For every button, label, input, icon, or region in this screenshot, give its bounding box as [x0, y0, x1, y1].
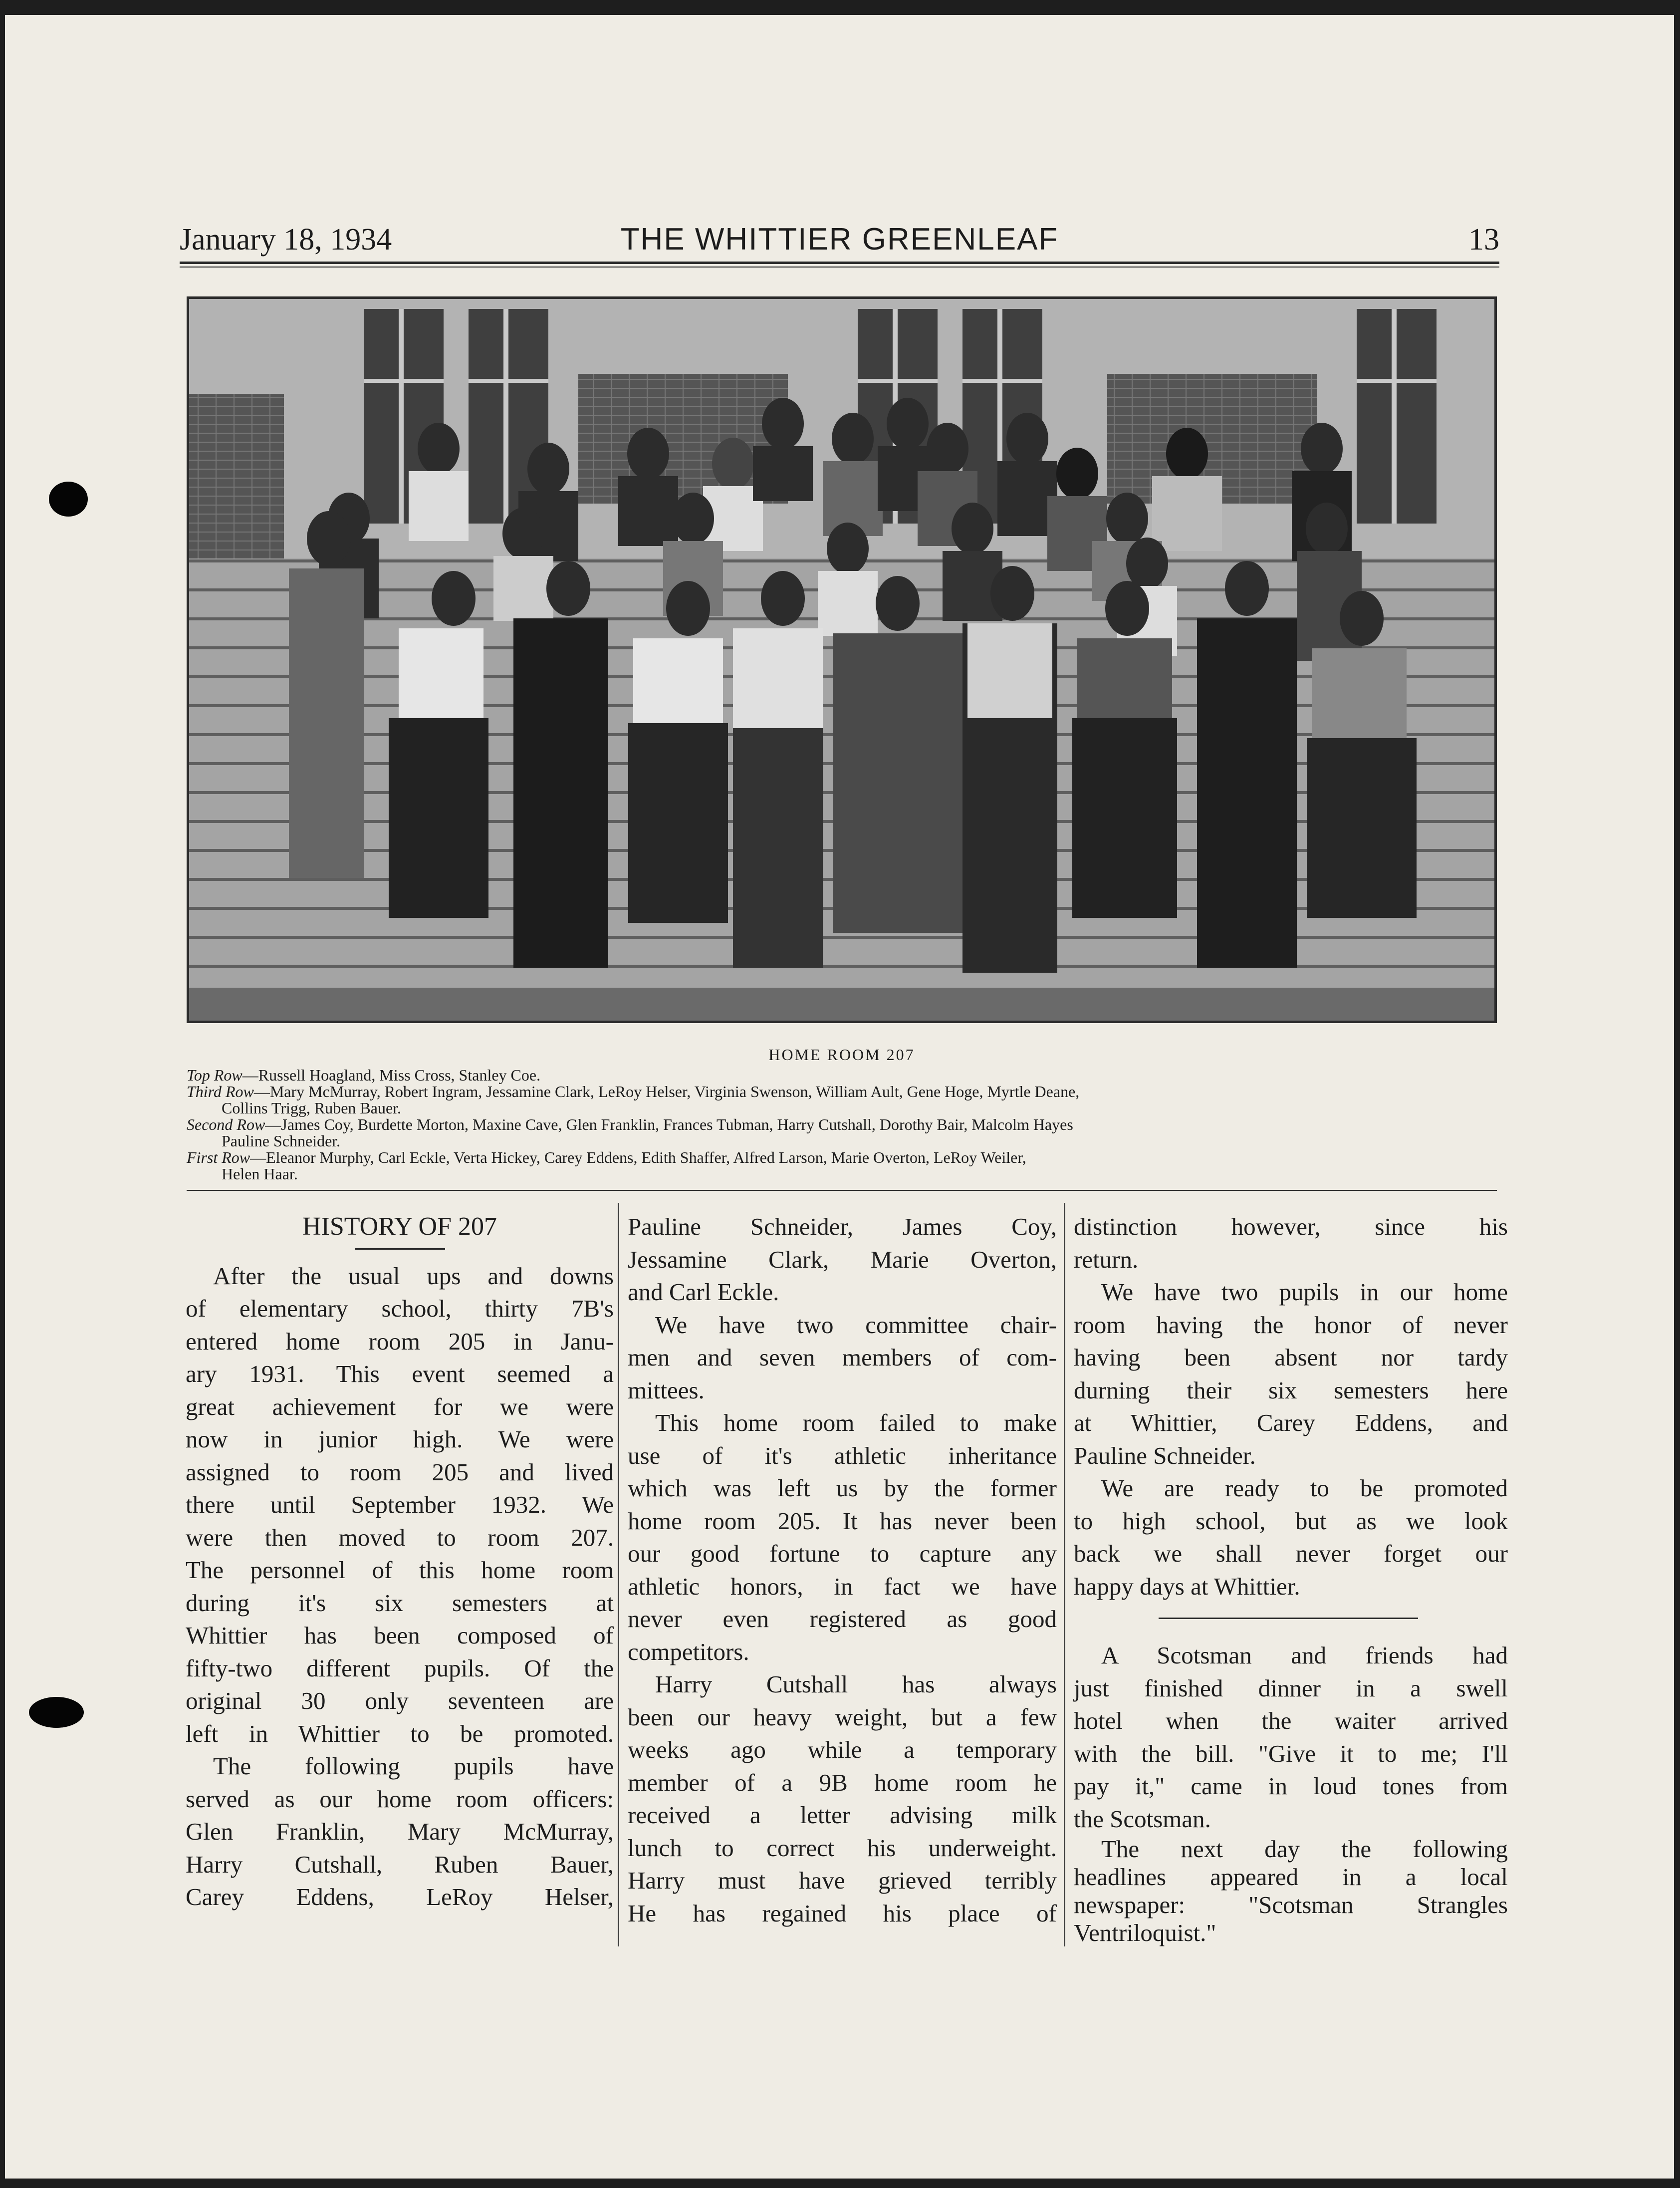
caption-third-row: [187, 1084, 1497, 1100]
article-line: home room 205. It has never been: [628, 1507, 1057, 1535]
article-line: member of a 9B home room he: [628, 1768, 1057, 1796]
caption-row-names: —James Coy, Burdette Morton, Maxine Cave, Glen Franklin, Frances Tubman, Harry Cutshall, Dorothy Bair, Malcolm Hayes: [265, 1115, 1073, 1133]
article-column-3: [1074, 1210, 1508, 1947]
article-line: which was left us by the former: [628, 1474, 1057, 1502]
article-line: men and seven members of com-: [628, 1344, 1057, 1371]
caption-row-names: —Eleanor Murphy, Carl Eckle, Verta Hickey, Carey Eddens, Edith Shaffer, Alfred Larson, Marie Overton, LeRoy Weiler,: [250, 1148, 1026, 1166]
caption-first-row-cont: [222, 1166, 1532, 1182]
column-divider-1: [618, 1203, 619, 1946]
joke-line: headlines appeared in a local: [1074, 1863, 1508, 1891]
article-line: durning their six semesters here: [1074, 1376, 1508, 1404]
article-line: back we shall never forget our: [1074, 1540, 1508, 1567]
page-number: 13: [1468, 223, 1499, 257]
article-line: competitors.: [628, 1638, 749, 1665]
article-line: weeks ago while a temporary: [628, 1736, 1057, 1763]
article-line: our good fortune to capture any: [628, 1540, 1057, 1567]
article-line: Harry Cutshall has always: [655, 1670, 1057, 1698]
joke-line: Ventriloquist.": [1074, 1919, 1216, 1946]
article-line: happy days at Whittier.: [1074, 1572, 1300, 1600]
caption-second-row: [187, 1116, 1497, 1133]
article-line: lunch to correct his underweight.: [628, 1834, 1057, 1862]
article-line: ary 1931. This event seemed a: [186, 1360, 614, 1387]
binder-hole-bottom: [29, 1697, 84, 1728]
article-line: The personnel of this home room: [186, 1556, 614, 1584]
article-line: use of it's athletic inheritance: [628, 1441, 1057, 1469]
article-line: received a letter advising milk: [628, 1801, 1057, 1829]
joke-line: the Scotsman.: [1074, 1805, 1211, 1833]
article-line: return.: [1074, 1245, 1139, 1273]
joke-line: A Scotsman and friends had: [1101, 1641, 1508, 1669]
column-divider-2: [1064, 1203, 1065, 1946]
article-line: This home room failed to make: [655, 1409, 1057, 1436]
article-line: He has regained his place of: [628, 1899, 1057, 1927]
article-line: After the usual ups and downs: [213, 1262, 614, 1290]
article-line: served as our home room officers:: [186, 1785, 614, 1813]
article-line: during it's six semesters at: [186, 1589, 614, 1617]
caption-bottom-rule: [187, 1190, 1497, 1191]
article-line: to high school, but as we look: [1074, 1507, 1508, 1535]
article-line: at Whittier, Carey Eddens, and: [1074, 1409, 1508, 1436]
caption-row-names: Collins Trigg, Ruben Bauer.: [222, 1099, 402, 1117]
article-line: Pauline Schneider.: [1074, 1441, 1256, 1469]
article-column-2: [628, 1210, 1057, 1929]
article-line: distinction however, since his: [1074, 1213, 1508, 1240]
article-line: there until September 1932. We: [186, 1491, 614, 1518]
article-line: entered home room 205 in Janu-: [186, 1327, 614, 1355]
article-line: assigned to room 205 and lived: [186, 1458, 614, 1486]
article-line: and Carl Eckle.: [628, 1278, 779, 1306]
caption-top-row: [187, 1067, 1497, 1084]
caption-row-label: Third Row: [187, 1083, 254, 1100]
article-line: Harry must have grieved terribly: [628, 1867, 1057, 1894]
header-rule-thin: [180, 267, 1499, 268]
caption-second-row-cont: [222, 1133, 1532, 1149]
joke-line: The next day the following: [1101, 1835, 1508, 1863]
article-line: room having the honor of never: [1074, 1311, 1508, 1339]
article-line: left in Whittier to be promoted.: [186, 1719, 614, 1747]
caption-row-names: —Russell Hoagland, Miss Cross, Stanley Coe.: [242, 1066, 541, 1084]
caption-first-row: [187, 1149, 1497, 1166]
article-line: mittees.: [628, 1376, 705, 1404]
joke-line: with the bill. "Give it to me; I'll: [1074, 1739, 1508, 1767]
newspaper-page: [5, 15, 1674, 2179]
article-line: fifty-two different pupils. Of the: [186, 1654, 614, 1682]
joke-line: newspaper: "Scotsman Strangles: [1074, 1891, 1508, 1918]
joke-line: hotel when the waiter arrived: [1074, 1707, 1508, 1734]
article-line: now in junior high. We were: [186, 1425, 614, 1453]
article-line: Glen Franklin, Mary McMurray,: [186, 1818, 614, 1845]
article-line: Harry Cutshall, Ruben Bauer,: [186, 1850, 614, 1878]
header-rule-thick: [180, 262, 1499, 264]
caption-row-names: Helen Haar.: [222, 1165, 298, 1183]
article-line: Jessamine Clark, Marie Overton,: [628, 1245, 1057, 1273]
article-line: We have two committee chair-: [655, 1311, 1057, 1339]
joke-line: pay it," came in loud tones from: [1074, 1772, 1508, 1800]
article-line: athletic honors, in fact we have: [628, 1572, 1057, 1600]
article-title: HISTORY OF 207: [302, 1212, 497, 1241]
caption-third-row-cont: [222, 1100, 1532, 1116]
page-header: [180, 220, 1499, 260]
article-line: great achievement for we were: [186, 1392, 614, 1420]
article-column-1: [186, 1210, 614, 1914]
title-underline: [355, 1248, 445, 1250]
article-line: The following pupils have: [213, 1752, 614, 1780]
photo-image: [189, 299, 1494, 1021]
photo-caption-title: HOME ROOM 207: [768, 1046, 915, 1064]
joke-line: just finished dinner in a swell: [1074, 1674, 1508, 1702]
article-line: original 30 only seventeen are: [186, 1687, 614, 1714]
caption-row-names: —Mary McMurray, Robert Ingram, Jessamine Clark, LeRoy Helser, Virginia Swenson, William Ault, Gene Hoge, Myrtle Deane,: [253, 1083, 1080, 1100]
issue-date: January 18, 1934: [180, 223, 392, 257]
caption-row-label: Second Row: [187, 1115, 265, 1133]
article-line: been our heavy weight, but a few: [628, 1703, 1057, 1731]
caption-row-label: First Row: [187, 1148, 250, 1166]
article-line: were then moved to room 207.: [186, 1523, 614, 1551]
joke-separator: [1159, 1618, 1418, 1619]
caption-row-names: Pauline Schneider.: [222, 1132, 341, 1150]
binder-hole-top: [49, 482, 88, 517]
article-line: Carey Eddens, LeRoy Helser,: [186, 1883, 614, 1911]
class-group-photo: [187, 296, 1497, 1023]
article-line: We are ready to be promoted: [1101, 1474, 1508, 1502]
publication-title: THE WHITTIER GREENLEAF: [620, 222, 1059, 257]
article-line: Whittier has been composed of: [186, 1622, 614, 1649]
caption-row-label: Top Row: [187, 1066, 242, 1084]
article-line: never even registered as good: [628, 1605, 1057, 1633]
article-line: We have two pupils in our home: [1101, 1278, 1508, 1306]
article-line: Pauline Schneider, James Coy,: [628, 1213, 1057, 1240]
article-line: having been absent nor tardy: [1074, 1344, 1508, 1371]
article-line: of elementary school, thirty 7B's: [186, 1295, 614, 1322]
